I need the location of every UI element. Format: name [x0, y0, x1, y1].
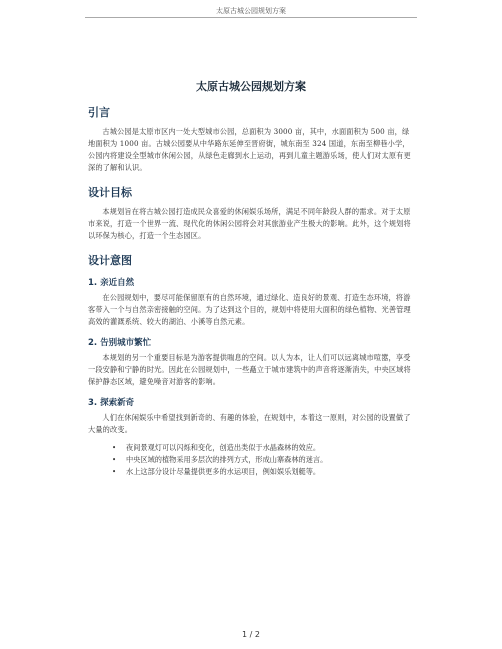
section-heading-concept: 设计意图	[88, 254, 132, 267]
header-divider	[85, 17, 417, 18]
page-number: 1 / 2	[242, 630, 260, 639]
nature-paragraph: 在公园规划中，要尽可能保留原有的自然环境，通过绿化、造良好的景观、打造生态环境，将游客带入一个与自然亲密接触的空间。为了达到这个目的，规划中将使用大面积的绿色植物、光善管理高效的灌溉系统、较大的湖泊、小溪等自然元素。	[88, 293, 411, 326]
explore-bullet-list	[88, 442, 414, 478]
list-item-text: 夜间景观灯可以闪烁和变化，创造出类似于水晶森林的效应。	[126, 443, 321, 452]
running-header: 太原古城公园规划方案	[216, 7, 286, 15]
section-heading-goal: 设计目标	[88, 186, 132, 199]
goal-paragraph: 本规划旨在将古城公园打造成民众喜爱的休闲娱乐场所，满足不同年龄段人群的需求。对于太原市来说，打造一个世界一流、现代化的休闲公园将会对其旅游业产生极大的影响。此外，这个规划将以环保为核心，打造一个生态园区。	[88, 207, 411, 240]
subsection-heading-nature: 1. 亲近自然	[88, 278, 135, 288]
list-item	[112, 454, 414, 466]
subsection-heading-escape-city: 2. 告别城市繁忙	[88, 338, 152, 348]
bullet-icon: •	[112, 468, 117, 476]
intro-paragraph: 古城公园是太原市区内一处大型城市公园，总面积为 3000 亩，其中，水面面积为 500 亩，绿地面积为 1000 亩。古城公园要从中华路东延伸至晋府街，城东南至 324 国道，东南至柳巷小学，公园内将建设全型城市休闲公园，从绿色走廊到水上运动，再到儿童主题游乐场，使人们对太原有更深的了解和认识。	[88, 127, 411, 172]
explore-paragraph: 人们在休闲娱乐中希望找到新奇的、有趣的体验，在规划中，本着这一原则，对公园的设置做了大量的改变。	[88, 413, 411, 434]
section-heading-intro: 引言	[88, 106, 110, 119]
list-item-text: 中央区域的植物采用多层次的排列方式，形成山寨森林的迷言。	[126, 455, 328, 464]
escape-city-paragraph: 本规划的另一个重要目标是为游客提供喘息的空间。以人为本，让人们可以远离城市喧嚣，享受一段安静和宁静的时光。因此在公园规划中，一些矗立于城市建筑中的声音将逐渐消失，中央区域将保护静态区域，避免噪音对游客的影响。	[88, 353, 411, 386]
list-item	[112, 442, 414, 454]
list-item	[112, 466, 414, 478]
subsection-heading-explore: 3. 探索新奇	[88, 398, 135, 408]
document-body	[88, 78, 414, 478]
bullet-icon: •	[112, 456, 117, 464]
document-title: 太原古城公园规划方案	[196, 80, 306, 93]
bullet-icon: •	[112, 444, 117, 452]
list-item-text: 水上这部分设计尽量提供更多的水运项目，例如娱乐划艇等。	[126, 467, 321, 476]
